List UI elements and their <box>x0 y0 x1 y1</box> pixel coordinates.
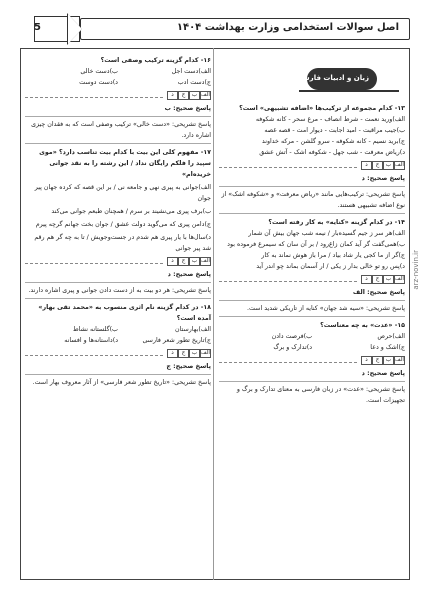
options-17 <box>25 182 211 254</box>
solution-15: پاسخ صحیح: د <box>361 370 405 377</box>
dotted-line <box>219 358 357 363</box>
option: ج)برید نسیم - کانه شکوفه - سرو گلشن - مرکه خداوند <box>261 138 405 145</box>
answer-box[interactable]: ج <box>178 349 189 358</box>
answer-box[interactable]: د <box>361 275 372 284</box>
divider <box>25 282 211 283</box>
answer-box[interactable]: ب <box>383 275 394 284</box>
dotted-line <box>25 259 163 264</box>
answer-box[interactable]: ج <box>372 275 383 284</box>
answer-box[interactable]: ب <box>383 356 394 365</box>
option: ج)گر از ما کجی یار شاد بیاد / مرا باز هوش نماند به کار <box>261 252 405 259</box>
explanation-15: پاسخ تشریحی: «عدت» در زبان فارسی به معنای تدارک و برگ و تجهیزات است. <box>236 386 405 404</box>
question-16: ۱۶- کدام گزینه ترکیب وصفی است؟ <box>100 57 211 64</box>
option: ب)برف پیری می‌نشیند بر سرم / همچنان طبعم جوانی می‌کند <box>51 208 211 215</box>
question-18: ۱۸- در کدام گزینه نام اثری منسوب به «محمد تقی بهار» آمده است؟ <box>38 304 211 322</box>
option: ب)جیب مراقبت - امید اجابت - دیوار امت - قصه غصه <box>264 127 405 134</box>
answer-box[interactable]: الف <box>201 350 210 356</box>
page <box>20 12 410 580</box>
option: الف)ورید نعمت - شرط انصاف - مرغ سحر - کانه شکوفه <box>255 116 405 123</box>
explanation-16: پاسخ تشریحی: «دست خالی» ترکیب وصفی است که به فقدان چیزی اشاره دارد. <box>31 121 211 139</box>
answer-boxes-14 <box>219 275 405 284</box>
answer-box[interactable]: الف <box>395 276 404 282</box>
answer-box[interactable]: ب <box>189 349 200 358</box>
option: الف)بهارستان <box>175 326 211 333</box>
option: د)تدارک و برگ <box>273 344 312 351</box>
option: ج)دامن پیری که می‌گوید دولت عشق / جوان بخت جهانم گرچه پیرم <box>35 221 211 228</box>
site-watermark: arz-novin.ir <box>412 250 420 290</box>
answer-box[interactable]: ب <box>189 257 200 266</box>
solution-18: پاسخ صحیح: ج <box>166 363 211 370</box>
divider <box>219 300 405 301</box>
answer-box[interactable]: ج <box>372 161 383 170</box>
section-logo <box>219 64 405 100</box>
option: د)سال‌ها با یار پیری هم شدم در جست‌وجویش / تا به چه گر هم رقم شد پیر جوانی <box>34 234 211 252</box>
options-15 <box>219 331 405 353</box>
dotted-line <box>25 351 163 356</box>
answer-box[interactable]: الف <box>395 162 404 168</box>
option: ج)تاریخ تطور شعر فارسی <box>142 337 211 344</box>
answer-box[interactable]: د <box>361 356 372 365</box>
question-14: ۱۴- در کدام گزینه «کنایه» به کار رفته است؟ <box>268 219 405 226</box>
option: ب)گلستانه نشاط <box>72 326 118 333</box>
options-18 <box>25 324 211 346</box>
divider <box>25 143 211 144</box>
option: ج)دست ادب <box>177 79 211 86</box>
answer-box[interactable]: د <box>361 161 372 170</box>
answer-box[interactable]: ب <box>383 161 394 170</box>
options-14 <box>219 228 405 272</box>
answer-box[interactable]: د <box>167 349 178 358</box>
column-divider <box>213 48 214 580</box>
dotted-line <box>219 163 357 168</box>
answer-box[interactable]: ب <box>189 91 200 100</box>
page-title: اصل سوالات استخدامی وزارت بهداشت ۱۴۰۴ <box>176 22 399 33</box>
answer-box[interactable]: د <box>167 257 178 266</box>
answer-box[interactable]: د <box>167 91 178 100</box>
answer-box[interactable]: ج <box>372 356 383 365</box>
option: د)داستانه‌ها و افسانه <box>64 337 118 344</box>
divider <box>219 381 405 382</box>
option: الف)دست اجل <box>171 68 211 75</box>
question-13: ۱۳- کدام مجموعه از ترکیب‌ها «اضافه تشبیهی» است؟ <box>239 105 405 112</box>
option: ب)همی‌گفت گر آید کمان زاغ‌رود / بر آن سان که سیمرغ فرموده بود <box>227 241 405 248</box>
dotted-line <box>219 277 357 282</box>
explanation-13: پاسخ تشریحی: ترکیب‌هایی مانند «ریاض معرفت» و «شکوفه اشک» از نوع اضافه تشبیهی هستند. <box>221 191 405 209</box>
answer-box[interactable]: الف <box>395 357 404 363</box>
options-16 <box>25 66 211 88</box>
page-number: 5 <box>34 22 41 33</box>
option: د)دست دوست <box>79 79 118 86</box>
option: د)ریاض معرفت - شب جهل - شکوفه اشک - آتش عشق <box>259 149 405 156</box>
header-bar <box>80 18 410 40</box>
logo-text: زبان و ادبیات فارسی <box>295 74 369 82</box>
divider <box>25 298 211 299</box>
option: ج)اشک و دعا <box>370 344 405 351</box>
dotted-line <box>25 93 163 98</box>
option: الف)هر سر ز جیم گسیده‌بار / نیمه شب جهان بیش آن شمار <box>248 230 405 237</box>
option: د)پس رو تو خالی بدار ز یکی / ار آسمان بماند چو اندر آید <box>256 263 405 270</box>
answer-box[interactable]: الف <box>201 258 210 264</box>
option: ب)دست خالی <box>80 68 118 75</box>
arrow-fill <box>68 14 82 44</box>
answer-boxes-13 <box>219 161 405 170</box>
answer-box[interactable]: ج <box>178 91 189 100</box>
options-13 <box>219 114 405 158</box>
divider <box>219 316 405 317</box>
option: الف)حرص <box>377 333 405 340</box>
answer-box[interactable]: الف <box>201 92 210 98</box>
explanation-17: پاسخ تشریحی: هر دو بیت به از دست دادن جوانی و پیری اشاره دارند. <box>28 287 211 294</box>
answer-boxes-16 <box>25 91 211 100</box>
option: ب)فرصت دادن <box>271 333 312 340</box>
header <box>20 12 410 48</box>
option: الف)جوانی به پیری نهی و جامعه نی / بر این قصه که کرده جهان پیر جوان <box>34 184 211 202</box>
solution-16: پاسخ صحیح: ب <box>164 105 211 112</box>
divider <box>219 213 405 214</box>
left-column <box>25 52 211 388</box>
answer-boxes-17 <box>25 257 211 266</box>
divider <box>25 374 211 375</box>
explanation-14: پاسخ تشریحی: «سیه شد جهان» کنایه از تاریکی شدید است. <box>246 305 405 312</box>
answer-boxes-15 <box>219 356 405 365</box>
solution-14: پاسخ صحیح: الف <box>352 289 405 296</box>
divider <box>25 116 211 117</box>
question-15: ۱۵- «عدت» به چه معناست؟ <box>320 322 405 329</box>
right-column <box>219 52 405 406</box>
logo-swoosh <box>299 90 399 92</box>
solution-17: پاسخ صحیح: د <box>167 271 211 278</box>
explanation-18: پاسخ تشریحی: «تاریخ تطور شعر فارسی» از آثار معروف بهار است. <box>32 379 211 386</box>
question-17: ۱۷- مفهوم کلی این بیت با کدام بیت تناسب دارد؟ «موی سپید را فلکم رایگان نداد / این رشته را به نقد جوانی خریده‌ام» <box>39 149 211 178</box>
answer-boxes-18 <box>25 349 211 358</box>
divider <box>219 186 405 187</box>
answer-box[interactable]: ج <box>178 257 189 266</box>
solution-13: پاسخ صحیح: د <box>361 175 405 182</box>
